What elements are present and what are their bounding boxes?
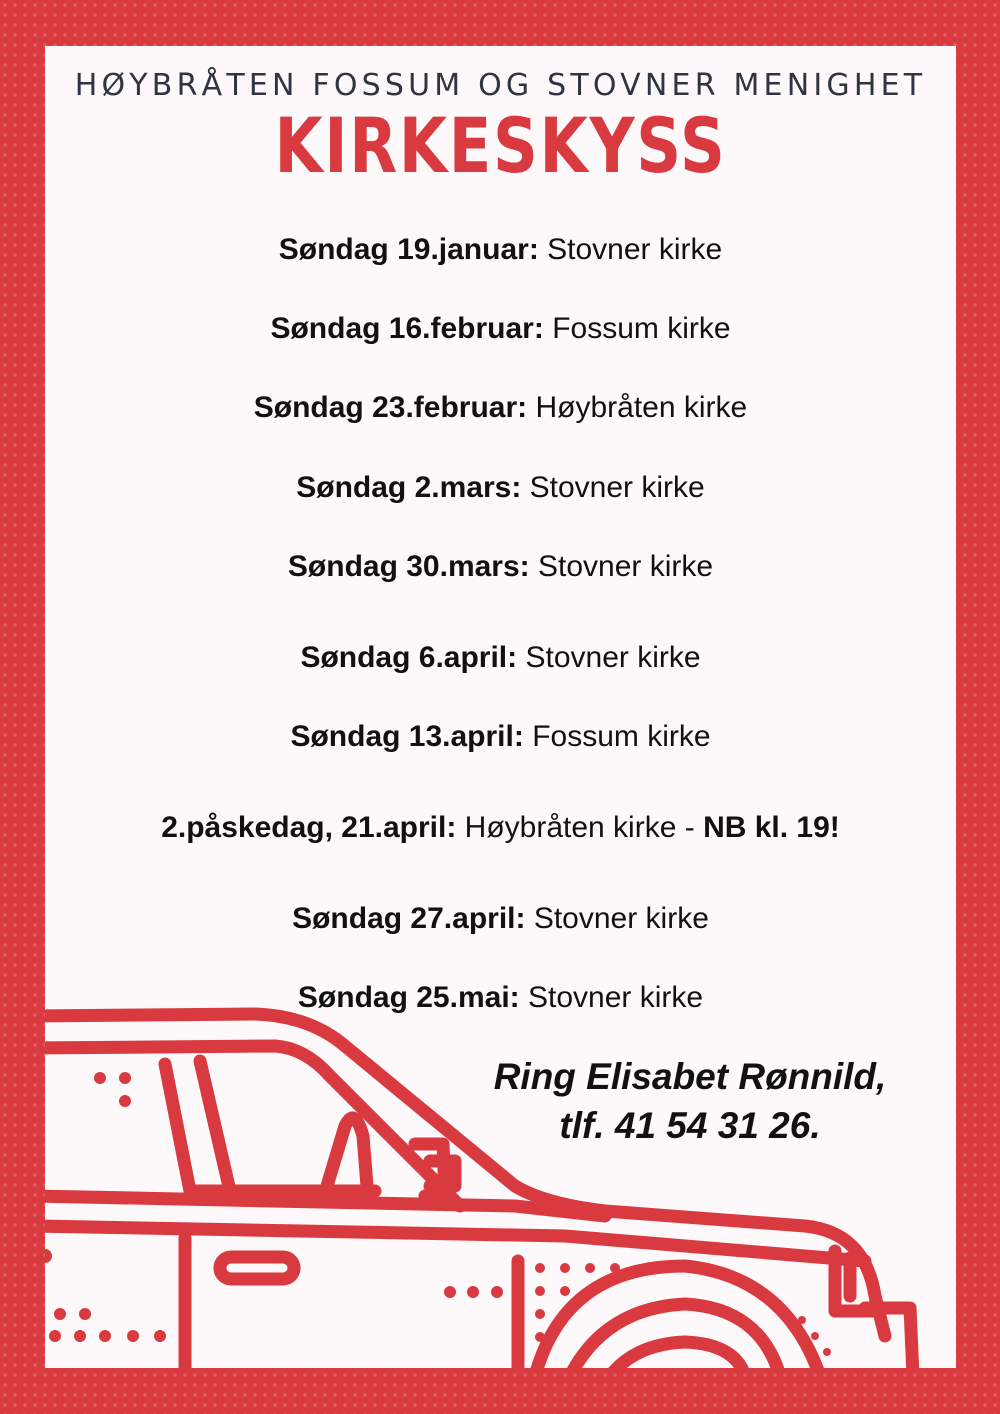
contact-name: Ring Elisabet Rønnild, [493,1056,887,1097]
schedule-row [45,314,956,344]
schedule-row [45,813,956,843]
schedule-church: Stovner kirke [529,471,705,504]
schedule-church: Stovner kirke [538,550,714,583]
schedule-row [45,473,956,503]
schedule-row [45,393,956,423]
schedule-church: Høybråten kirke [535,391,748,424]
schedule-church: Fossum kirke [552,312,731,345]
contact-phone: tlf. 41 54 31 26. [559,1105,821,1146]
schedule-date: Søndag 25.mai: [297,981,520,1014]
poster [45,46,956,1368]
schedule-date: Søndag 19.januar: [278,233,539,266]
schedule-row [45,904,956,934]
schedule-date: Søndag 13.april: [290,720,524,753]
schedule-church: Fossum kirke [532,720,711,753]
schedule-church: Stovner kirke [527,981,704,1014]
schedule-church: Stovner kirke [533,902,709,935]
contact-info [440,1052,940,1150]
schedule-church: Stovner kirke [547,233,723,266]
schedule-date: Søndag 23.februar: [253,391,528,424]
page-title: KIRKESKYSS [274,101,727,190]
schedule-row [45,722,956,752]
schedule-date: Søndag 6.april: [300,641,518,674]
schedule-row [45,552,956,582]
schedule-date: Søndag 27.april: [292,902,526,935]
schedule-row [45,983,956,1013]
schedule-row [45,235,956,265]
schedule-date: Søndag 16.februar: [270,312,544,345]
schedule-note: NB kl. 19! [703,811,840,844]
schedule-date: Søndag 2.mars: [296,471,522,504]
schedule-church: Høybråten kirke - [464,811,695,844]
schedule-row [45,643,956,673]
schedule-date: Søndag 30.mars: [287,550,530,583]
schedule-date: 2.påskedag, 21.april: [161,811,457,844]
congregation-name: HØYBRÅTEN FOSSUM OG STOVNER MENIGHET [74,68,927,103]
schedule-church: Stovner kirke [525,641,701,674]
